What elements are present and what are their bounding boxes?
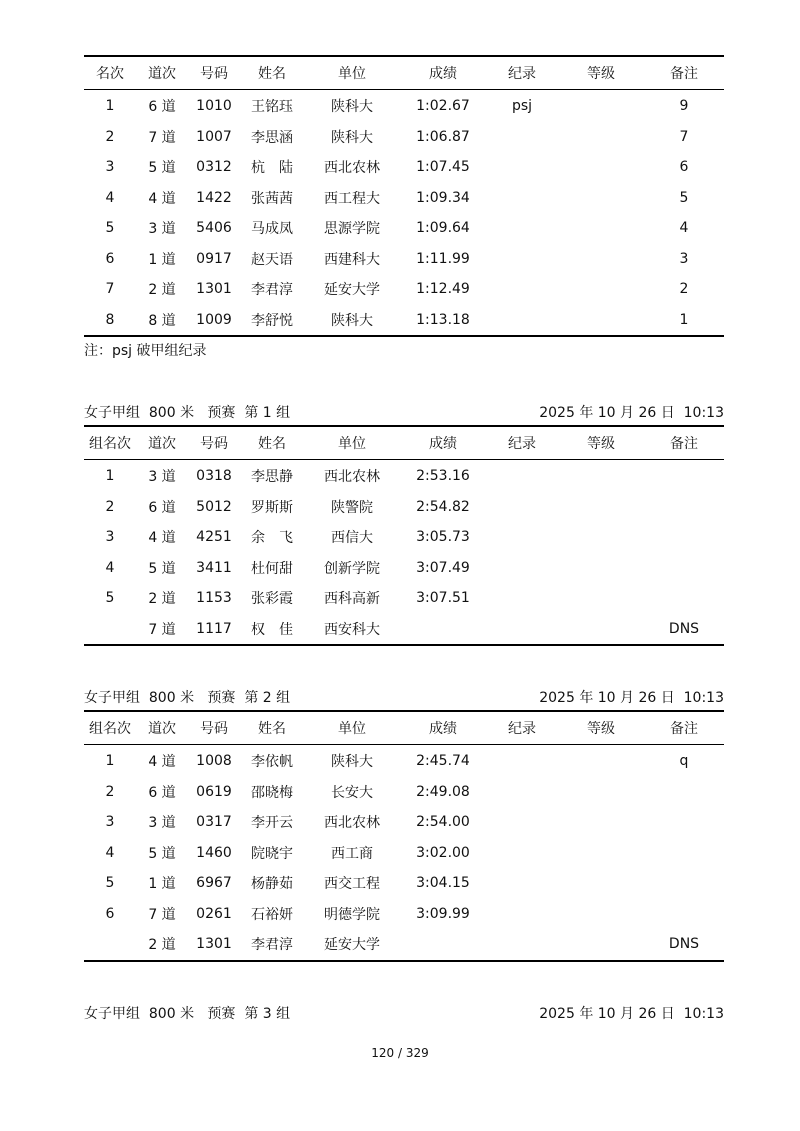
table-cell: 西安科大 [304, 614, 400, 646]
table-cell: 2 道 [148, 282, 176, 299]
table-cell [486, 583, 558, 614]
table-cell: 3 [105, 529, 115, 546]
table-cell: 0317 [196, 814, 232, 831]
table-cell: 陕科大 [331, 754, 373, 771]
table-cell: 4 [679, 220, 689, 237]
table-cell [486, 553, 558, 584]
table-cell [486, 614, 558, 646]
table-cell: 西北农林 [324, 815, 380, 832]
table-cell: 5406 [196, 220, 232, 237]
results-table-final [84, 55, 724, 337]
table-cell: 西建科大 [324, 251, 380, 268]
column-header: 号码 [188, 711, 240, 745]
table-cell: 3 [679, 250, 689, 267]
table-cell [486, 183, 558, 214]
table-cell: 1:09.64 [416, 220, 470, 237]
column-header: 道次 [136, 426, 188, 460]
table-cell: 6967 [196, 875, 232, 892]
results-table-group-2 [84, 710, 724, 962]
table-cell [558, 777, 644, 808]
table-cell: 1007 [196, 128, 232, 145]
table-cell [486, 122, 558, 153]
group-2-datetime: 2025 年 10 月 26 日 10:13 [539, 690, 724, 706]
table-cell [486, 213, 558, 244]
table-cell: 3:04.15 [416, 875, 470, 892]
table-cell: 5012 [196, 498, 232, 515]
table-cell: 西工程大 [324, 190, 380, 207]
column-header: 组名次 [84, 711, 136, 745]
table-cell: 张彩霞 [251, 591, 293, 608]
group-1-title: 女子甲组 800 米 预赛 第 1 组 [84, 405, 291, 421]
column-header: 备注 [644, 426, 724, 460]
table-cell [558, 899, 644, 930]
table-cell: 7 [105, 281, 115, 298]
table-row [84, 183, 724, 214]
table-cell: 6 道 [148, 784, 176, 801]
table-cell [558, 244, 644, 275]
column-header: 备注 [644, 711, 724, 745]
table-cell: 李依帆 [251, 754, 293, 771]
table-cell [644, 583, 724, 614]
table-cell [486, 929, 558, 961]
column-header: 等级 [558, 711, 644, 745]
table-row [84, 152, 724, 183]
table-cell: 5 [105, 590, 115, 607]
table-cell [486, 460, 558, 492]
column-header: 单位 [304, 711, 400, 745]
table-cell: 西工商 [331, 845, 373, 862]
table-cell [486, 868, 558, 899]
table-cell: 邵晓梅 [251, 784, 293, 801]
table-cell: 8 [84, 305, 136, 337]
table-cell [486, 899, 558, 930]
column-header: 纪录 [486, 56, 558, 90]
table-cell [486, 492, 558, 523]
table-cell [400, 929, 486, 961]
table-cell: 西北农林 [324, 469, 380, 486]
table-cell: 4 [105, 189, 115, 206]
group-3-heading [84, 1003, 724, 1023]
table-cell: 3:07.49 [416, 559, 470, 576]
table-cell: 陕科大 [304, 305, 400, 337]
table-cell: 0917 [196, 250, 232, 267]
column-header: 成绩 [400, 426, 486, 460]
table-cell [558, 492, 644, 523]
table-cell: 西科高新 [324, 591, 380, 608]
table-row [84, 583, 724, 614]
table-cell: 1 道 [148, 251, 176, 268]
table-cell: 1422 [196, 189, 232, 206]
table-cell [558, 122, 644, 153]
results-table-group-1 [84, 425, 724, 646]
table-cell: 5 道 [148, 560, 176, 577]
table-cell [486, 522, 558, 553]
table-cell [644, 899, 724, 930]
column-header: 号码 [188, 56, 240, 90]
table-cell [486, 274, 558, 305]
table-cell: 院晓宇 [251, 845, 293, 862]
table-cell: 杭 陆 [251, 160, 293, 177]
table-row [84, 614, 724, 646]
record-footnote: 注：psj 破甲组纪录 [84, 343, 207, 359]
table-cell: 李开云 [251, 815, 293, 832]
table-cell [558, 274, 644, 305]
table-cell: 1301 [196, 281, 232, 298]
table-cell: 1:06.87 [416, 128, 470, 145]
table-row [84, 213, 724, 244]
table-cell: 2:45.74 [416, 753, 470, 770]
table-row [84, 553, 724, 584]
table-row [84, 745, 724, 777]
table-cell [644, 838, 724, 869]
table-row [84, 868, 724, 899]
table-cell: 0312 [196, 159, 232, 176]
table-cell: 思源学院 [324, 221, 380, 238]
column-header: 姓名 [240, 426, 304, 460]
table-cell: 2 道 [136, 929, 188, 961]
column-header: 姓名 [240, 56, 304, 90]
table-cell [558, 929, 644, 961]
table-row [84, 522, 724, 553]
table-cell: 2 [105, 783, 115, 800]
table-cell [558, 614, 644, 646]
table-cell: 杜何甜 [251, 560, 293, 577]
table-cell: 6 道 [148, 499, 176, 516]
table-cell: 1153 [196, 590, 232, 607]
table-cell: 1:11.99 [416, 250, 470, 267]
table-cell [558, 807, 644, 838]
table-row [84, 777, 724, 808]
table-cell: 7 道 [136, 614, 188, 646]
table-cell: 陕科大 [331, 129, 373, 146]
table-cell: 延安大学 [324, 282, 380, 299]
table-cell: 李思涵 [251, 129, 293, 146]
table-cell: 1301 [188, 929, 240, 961]
table-cell: 2 道 [148, 591, 176, 608]
table-cell: 1460 [196, 844, 232, 861]
table-cell: 2:54.00 [416, 814, 470, 831]
table-cell [558, 553, 644, 584]
table-cell: 1 [105, 753, 115, 770]
table-cell: 3:05.73 [416, 529, 470, 546]
table-row [84, 838, 724, 869]
table-cell: 1010 [196, 98, 232, 115]
group-3-datetime: 2025 年 10 月 26 日 10:13 [539, 1006, 724, 1022]
table-cell: 0318 [196, 468, 232, 485]
table-cell [644, 777, 724, 808]
table-header-row [84, 426, 724, 460]
table-cell [558, 183, 644, 214]
table-cell [644, 492, 724, 523]
table-cell [486, 807, 558, 838]
table-cell [486, 838, 558, 869]
table-row [84, 492, 724, 523]
table-cell: 3411 [196, 559, 232, 576]
table-cell: 1117 [188, 614, 240, 646]
table-cell: 1:02.67 [416, 98, 470, 115]
table-cell: 王铭珏 [251, 99, 293, 116]
table-cell: 李君淳 [251, 282, 293, 299]
table-cell: 0261 [196, 905, 232, 922]
table-cell: 5 道 [148, 845, 176, 862]
table-cell: 6 [679, 159, 689, 176]
table-cell: 4 [105, 844, 115, 861]
table-cell [558, 90, 644, 122]
table-cell [558, 745, 644, 777]
table-cell [486, 305, 558, 337]
table-cell: 李思静 [251, 469, 293, 486]
table-cell: 3:07.51 [416, 590, 470, 607]
table-cell: 5 [105, 875, 115, 892]
table-cell: 西北农林 [324, 160, 380, 177]
table-row [84, 460, 724, 492]
table-cell [400, 614, 486, 646]
column-header: 组名次 [84, 426, 136, 460]
group-2-title: 女子甲组 800 米 预赛 第 2 组 [84, 690, 291, 706]
table-cell: 5 道 [148, 160, 176, 177]
table-cell [558, 868, 644, 899]
column-header: 备注 [644, 56, 724, 90]
table-cell [558, 838, 644, 869]
column-header: 等级 [558, 426, 644, 460]
table-cell: 3 道 [148, 469, 176, 486]
table-cell: 赵天语 [251, 251, 293, 268]
table-cell: 1:07.45 [416, 159, 470, 176]
table-cell: 创新学院 [324, 560, 380, 577]
table-cell: 1 道 [148, 876, 176, 893]
table-cell: 4251 [196, 529, 232, 546]
table-cell: 余 飞 [251, 530, 293, 547]
table-cell: 张茜茜 [251, 190, 293, 207]
column-header: 单位 [304, 56, 400, 90]
table-cell: 3 道 [148, 815, 176, 832]
table-cell: 西交工程 [324, 876, 380, 893]
table-cell [558, 305, 644, 337]
table-cell [644, 868, 724, 899]
table-cell: 4 道 [148, 530, 176, 547]
table-cell: 李舒悦 [240, 305, 304, 337]
table-cell: DNS [644, 614, 724, 646]
table-cell: 4 [105, 559, 115, 576]
table-cell [558, 460, 644, 492]
column-header: 道次 [136, 711, 188, 745]
table-cell [558, 522, 644, 553]
table-cell: 权 佳 [240, 614, 304, 646]
table-cell: 1 [644, 305, 724, 337]
table-cell [644, 807, 724, 838]
group-1-heading [84, 402, 724, 422]
table-cell: 6 [105, 905, 115, 922]
table-cell [486, 244, 558, 275]
table-cell: 3 [105, 159, 115, 176]
table-cell: 马成凤 [251, 221, 293, 238]
table-cell: psj [511, 98, 533, 115]
table-cell [84, 614, 136, 646]
table-cell [558, 213, 644, 244]
table-row [84, 929, 724, 961]
table-cell: 罗斯斯 [251, 499, 293, 516]
table-cell: 5 [105, 220, 115, 237]
table-cell: 明德学院 [324, 906, 380, 923]
table-cell: 陕警院 [331, 499, 373, 516]
column-header: 姓名 [240, 711, 304, 745]
table-row [84, 244, 724, 275]
group-3-title: 女子甲组 800 米 预赛 第 3 组 [84, 1006, 291, 1022]
column-header: 道次 [136, 56, 188, 90]
column-header: 单位 [304, 426, 400, 460]
table-row [84, 899, 724, 930]
table-cell: 6 [105, 250, 115, 267]
table-header-row [84, 56, 724, 90]
table-cell: 杨静茹 [251, 876, 293, 893]
table-cell: 0619 [196, 783, 232, 800]
table-cell: q [679, 753, 689, 770]
column-header: 等级 [558, 56, 644, 90]
table-cell: 延安大学 [304, 929, 400, 961]
table-cell: 2:54.82 [416, 498, 470, 515]
table-cell: 3 [105, 814, 115, 831]
table-cell: 石裕妍 [251, 906, 293, 923]
table-cell: 8 道 [136, 305, 188, 337]
table-cell: 1 [105, 468, 115, 485]
table-row [84, 807, 724, 838]
group-2-heading [84, 687, 724, 707]
table-cell: 西信大 [331, 530, 373, 547]
table-cell: 陕科大 [331, 99, 373, 116]
table-cell: 7 [679, 128, 689, 145]
table-cell [644, 522, 724, 553]
table-cell: 1:09.34 [416, 189, 470, 206]
table-cell: 3 道 [148, 221, 176, 238]
table-cell: 7 道 [148, 129, 176, 146]
table-cell: 3:02.00 [416, 844, 470, 861]
table-cell: 4 道 [148, 754, 176, 771]
table-cell: 7 道 [148, 906, 176, 923]
table-cell [486, 152, 558, 183]
table-cell: 长安大 [331, 784, 373, 801]
table-cell: 1 [105, 98, 115, 115]
table-cell [486, 745, 558, 777]
table-cell: DNS [644, 929, 724, 961]
table-row [84, 274, 724, 305]
column-header: 名次 [84, 56, 136, 90]
table-cell: 3:09.99 [416, 905, 470, 922]
table-cell: 1:13.18 [400, 305, 486, 337]
table-row [84, 122, 724, 153]
group-1-datetime: 2025 年 10 月 26 日 10:13 [539, 405, 724, 421]
column-header: 纪录 [486, 426, 558, 460]
table-cell: 2:53.16 [416, 468, 470, 485]
page-number: 120 / 329 [371, 1046, 429, 1060]
table-header-row [84, 711, 724, 745]
table-cell: 1009 [188, 305, 240, 337]
column-header: 纪录 [486, 711, 558, 745]
table-cell: 1:12.49 [416, 281, 470, 298]
table-cell [558, 152, 644, 183]
table-cell [644, 553, 724, 584]
table-cell: 2:49.08 [416, 783, 470, 800]
table-cell [644, 460, 724, 492]
column-header: 成绩 [400, 711, 486, 745]
table-row [84, 90, 724, 122]
table-cell: 4 道 [148, 190, 176, 207]
table-row [84, 305, 724, 337]
table-cell: 9 [679, 98, 689, 115]
table-cell: 2 [105, 498, 115, 515]
table-cell: 2 [679, 281, 689, 298]
table-cell: 1008 [196, 753, 232, 770]
table-cell [558, 583, 644, 614]
table-cell: 2 [105, 128, 115, 145]
column-header: 成绩 [400, 56, 486, 90]
table-cell: 李君淳 [240, 929, 304, 961]
column-header: 号码 [188, 426, 240, 460]
table-cell [84, 929, 136, 961]
table-cell: 6 道 [148, 99, 176, 116]
table-cell [486, 777, 558, 808]
table-cell: 5 [679, 189, 689, 206]
